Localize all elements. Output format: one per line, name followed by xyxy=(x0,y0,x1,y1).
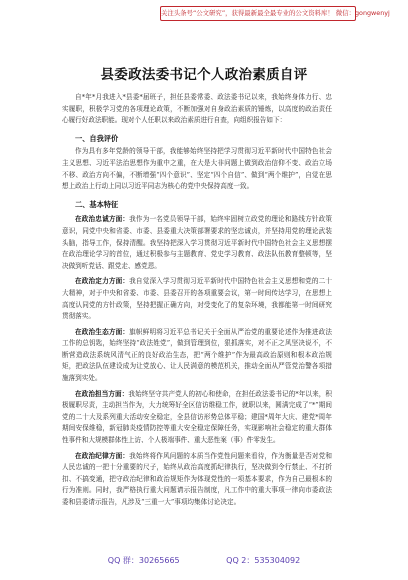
item-lead: 在政治纪律方面： xyxy=(75,451,130,460)
item-lead: 在政治忠诚方面： xyxy=(75,215,130,224)
item-political-ecology xyxy=(62,327,332,385)
item-text: 我作为一名党员领导干部，始终牢固树立政党的理论和路线方针政策意识，同党中央和省委、市委、县委重大决策部署要求的坚忠诚贞，并坚持用党的理论武装头脑，指导工作，保持清醒。我坚持把深入学习贯彻习近平新时代中国特色社会主义思想摆在政治理论学习的首位，通过积极参与主题教育、党史学习教育、政法队伍教育整顿等，坚决做到听党话、跟党走、感党恩。 xyxy=(62,215,333,270)
footer-qq-group: QQ 群：30265665 xyxy=(107,556,180,565)
item-lead: 在政治担当方面： xyxy=(75,389,129,398)
intro-paragraph: 自*年*月我进入*县委*届班子，担任县委常委、政法委书记以来，我始终身体力行、忠实履职，积极学习党的各项理论政策，不断加强对自身政治素质的锤炼，以高度的政治责任心履行好政法职能。现对个人任职以来政治素质进行自查，向组织报告如下： xyxy=(62,93,332,125)
item-lead: 在政治定力方面： xyxy=(75,277,130,286)
promo-banner: 关注头条号“公文研究”，获得最新最全最专业的公文资料库！ 微信：gongwenyj xyxy=(160,6,356,21)
item-lead: 在政治生态方面： xyxy=(75,327,130,336)
item-political-responsibility xyxy=(62,389,332,447)
item-text: 旗帜鲜明将习近平总书记关于全面从严治党的重要论述作为推进政法工作的总钥匙，始终坚持“政法姓党”，做到管理到位，狠抓落实，对不正之风坚决说不，不断营造政法系统风清气正的良好政治生态，把“两个维护”作为最高政治原则和根本政治规矩，把政法队伍建设成为让党放心、让人民满意的模范机关，推动全面从严管党治警各项措施落到实处。 xyxy=(62,327,333,383)
section-1-heading: 一、自我评价 xyxy=(75,133,119,143)
item-text: 我始终将作风问题的本质当作党性问题来看待，作为衡量是否对党和人民忠诚的一把十分重要的尺子，始终从政治高度抓纪律执行，坚决做到令行禁止、不打折扣、不搞变通，把守政治纪律和政治规矩作为体现党性的一项基本要求，作为自己最根本的行为准则。同时，我严格执行重大问题请示报告制度，凡工作中的重大事项一律向市委政法委和县委请示报告，凡涉及“三重一大”事项均集体讨论决定。 xyxy=(62,451,333,506)
document-title: 县委政法委书记个人政治素质自评 xyxy=(100,67,308,83)
footer-contact xyxy=(0,555,408,569)
section-2-heading: 二、基本特征 xyxy=(75,199,119,209)
item-paragraph xyxy=(62,276,332,322)
footer-qq-2: QQ 2：535304092 xyxy=(226,556,301,565)
item-political-discipline xyxy=(62,451,332,509)
item-text: 我自觉深入学习贯彻习近平新时代中国特色社会主义思想和党的二十大精神，对于中央和省委、市委、县委召开的各项重要会议，第一时间传达学习，在思想上高度认同党的方针政策，坚持把握正确方向，对受变化了的复杂环境，我都能第一时间研究贯彻落实。 xyxy=(62,277,333,321)
document-body xyxy=(62,92,332,509)
item-text: 我始终坚守共产党人的初心和使命，在担任政法委书记的*年以来，积极履职尽责，主动担当作为，大力统筹好全区信访维稳工作，就职以来，圆满完成了“*”期间党的二十大及系列重大活动安全稳定，全县信访形势总体平稳；建国*周年大庆、建党*周年期间安保维稳，新冠肺炎疫情防控等重大安全稳定保障任务，实现影响社会稳定的重大群体性事件和大规模群体性上访、个人极端事件、重大恶性案（事）件零发生。 xyxy=(62,389,333,445)
item-paragraph xyxy=(62,389,332,447)
section-1-paragraph: 作为具有多年党龄的领导干部，我能够始终坚持把学习贯彻习近平新时代中国特色社会主义思想、习近平法治思想作为重中之重，在大是大非问题上做到政治信仰不变、政治立场不移、政治方向不偏，不断增强“四个意识”、坚定“四个自信”、做到“两个维护”，自觉在思想上政治上行动上同以习近平同志为核心的党中央保持高度一致。 xyxy=(62,147,332,191)
item-paragraph xyxy=(62,451,332,509)
item-paragraph xyxy=(62,327,332,385)
item-political-resolve xyxy=(62,276,332,322)
item-paragraph xyxy=(62,214,332,272)
item-political-loyalty xyxy=(62,214,332,272)
